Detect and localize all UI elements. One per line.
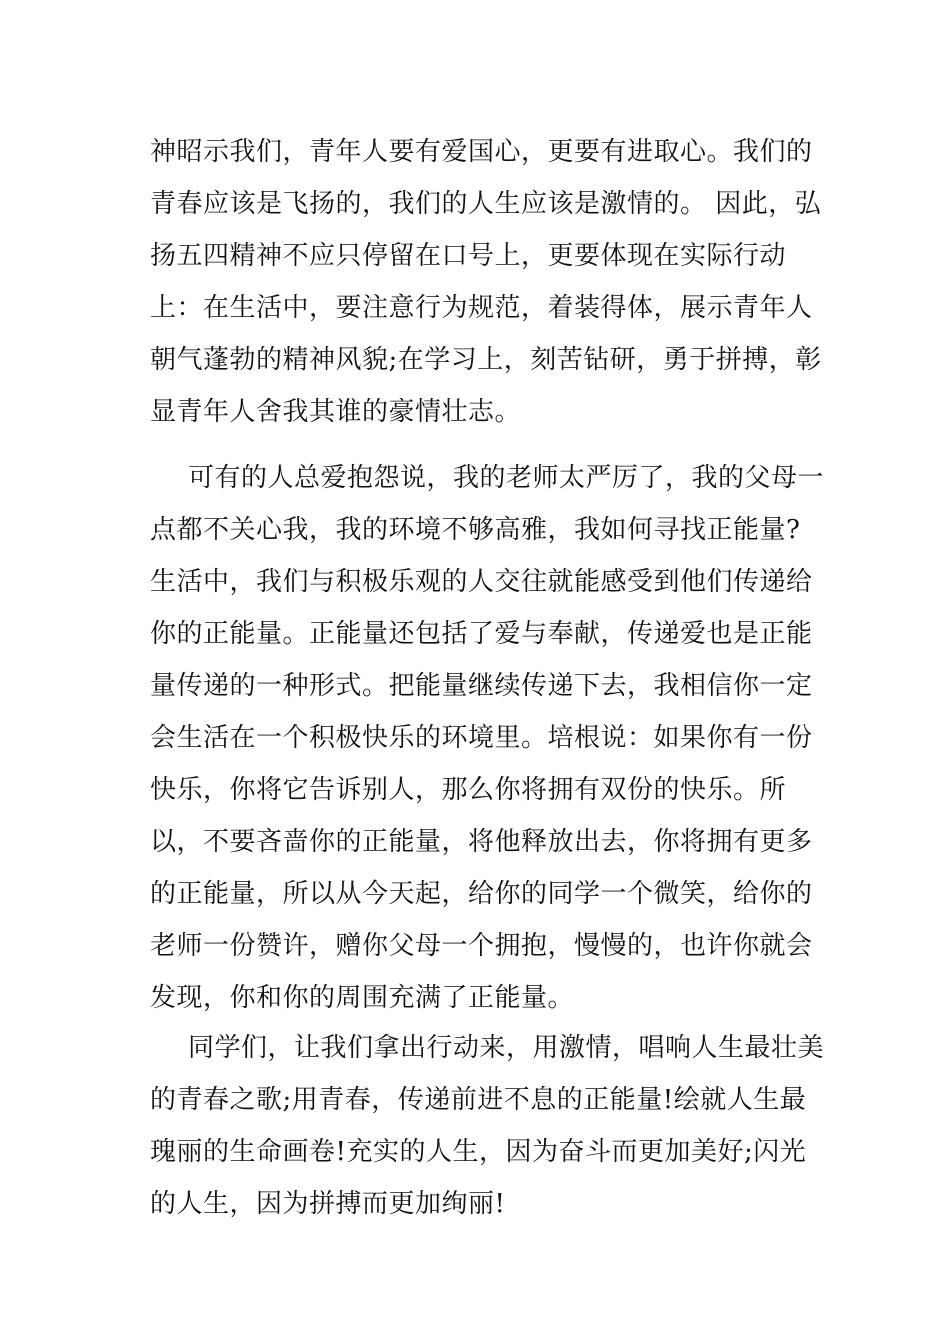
- paragraph-1: [150, 126, 822, 438]
- paragraph-2: [150, 452, 825, 1024]
- paragraph-3: [150, 1022, 825, 1230]
- paragraph-line: 老师一份赞许，赠你父母一个拥抱，慢慢的，也许你就会: [150, 931, 813, 961]
- paragraph-line: 同学们，让我们拿出行动来，用激情，唱响人生最壮美: [188, 1033, 825, 1063]
- paragraph-line: 量传递的一种形式。把能量继续传递下去，我相信你一定: [150, 671, 813, 701]
- paragraph-line: 朝气蓬勃的精神风貌;在学习上，刻苦钻研，勇于拼搏，彰: [150, 345, 822, 375]
- paragraph-line: 你的正能量。正能量还包括了爱与奉献，传递爱也是正能: [150, 619, 813, 649]
- paragraph-line: 扬五四精神不应只停留在口号上，更要体现在实际行动: [150, 241, 787, 271]
- paragraph-line: 的正能量，所以从今天起，给你的同学一个微笑，给你的: [150, 879, 813, 909]
- paragraph-line: 点都不关心我，我的环境不够高雅，我如何寻找正能量?: [150, 515, 801, 545]
- paragraph-line: 上：在生活中，要注意行为规范，着装得体，展示青年人: [150, 293, 813, 323]
- paragraph-line: 以，不要吝啬你的正能量，将他释放出去，你将拥有更多: [150, 827, 813, 857]
- paragraph-line: 的青春之歌;用青春，传递前进不息的正能量!绘就人生最: [150, 1085, 807, 1115]
- paragraph-line: 显青年人舍我其谁的豪情壮志。: [150, 397, 522, 427]
- paragraph-line: 的人生，因为拼搏而更加绚丽!: [150, 1189, 506, 1219]
- paragraph-line: 青春应该是飞扬的，我们的人生应该是激情的。 因此，弘: [150, 189, 822, 219]
- paragraph-line: 发现，你和你的周围充满了正能量。: [150, 983, 575, 1013]
- paragraph-line: 神昭示我们，青年人要有爱国心，更要有进取心。我们的: [150, 137, 813, 167]
- paragraph-line: 瑰丽的生命画卷!充实的人生，因为奋斗而更加美好;闪光: [150, 1137, 807, 1167]
- paragraph-line: 会生活在一个积极快乐的环境里。培根说：如果你有一份: [150, 723, 813, 753]
- paragraph-line: 可有的人总爱抱怨说，我的老师太严厉了，我的父母一: [188, 463, 825, 493]
- paragraph-line: 生活中，我们与积极乐观的人交往就能感受到他们传递给: [150, 567, 813, 597]
- paragraph-line: 快乐，你将它告诉别人，那么你将拥有双份的快乐。所: [150, 775, 787, 805]
